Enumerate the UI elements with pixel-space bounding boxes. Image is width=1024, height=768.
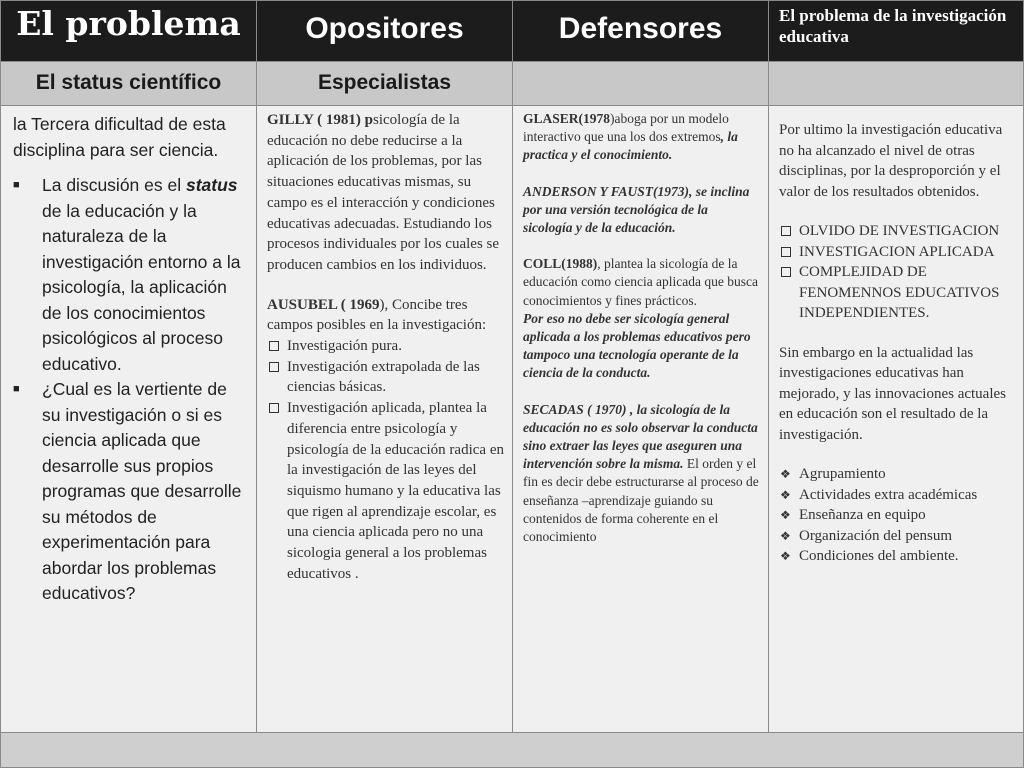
secadas-paragraph <box>523 401 760 547</box>
status-bullet-2 <box>11 377 248 607</box>
diamond-bullet-icon: ❖ <box>780 487 791 502</box>
bullet-1-post: de la educación y la naturaleza de la investigación entorno a la psicología, la aplicación de los conocimientos psicológicos al proceso educativo. <box>42 200 241 374</box>
subheader-empty-3 <box>512 61 769 106</box>
status-bullet-1 <box>11 173 248 377</box>
innovation-item-5 <box>779 546 1015 567</box>
issue-item-3 <box>779 262 1015 324</box>
cell-defenders-content <box>512 105 769 733</box>
ausubel-name: AUSUBEL ( 1969 <box>267 296 380 313</box>
header-research-problem-text: El problema de la investigación educativa <box>779 6 1007 46</box>
secadas-bold: SECADAS ( 1970) , la sicología de la educación no es solo observar la conducta sino extraer las leyes que aseguren una intervención sobre la misma. <box>523 401 758 472</box>
header-problem <box>0 0 257 62</box>
research-intro: Por ultimo la investigación educativa no ha alcanzado el nivel de otras disciplinas, por la desproporción y el valor de los resultados obtenidos. <box>779 122 1003 200</box>
issue-item-2-text: INVESTIGACION APLICADA <box>799 243 995 260</box>
subheader-status <box>0 61 257 106</box>
cell-status-description <box>0 105 257 733</box>
header-defenders <box>512 0 769 62</box>
research-item-3 <box>267 398 504 584</box>
checkbox-bullet-icon <box>269 341 279 351</box>
subheader-empty-4 <box>768 61 1024 106</box>
cell-opponents-content <box>256 105 513 733</box>
status-intro: la Tercera dificultad de esta disciplina para ser ciencia. <box>13 114 226 160</box>
issue-item-2 <box>779 242 1015 263</box>
research-item-1-text: Investigación pura. <box>287 338 402 355</box>
checkbox-bullet-icon <box>781 267 791 277</box>
checkbox-bullet-icon <box>269 362 279 372</box>
research-para: Sin embargo en la actualidad las investigaciones educativas han mejorado, y las innovaciones actuales en educación son el resultado de la investigación. <box>779 344 1007 443</box>
innovation-item-4 <box>779 526 1015 547</box>
glaser-paragraph <box>523 110 760 165</box>
checkbox-bullet-icon <box>781 226 791 236</box>
cell-research-problem-content <box>768 105 1024 733</box>
square-bullet-icon: ■ <box>13 383 20 395</box>
diamond-bullet-icon: ❖ <box>780 549 791 563</box>
innovation-item-3-text: Enseñanza en equipo <box>799 507 926 523</box>
issue-item-1-text: OLVIDO DE INVESTIGACION <box>799 223 1000 239</box>
header-problem-text: El problema <box>16 4 241 43</box>
innovation-item-1 <box>779 464 1015 485</box>
coll-text: , plantea la sicología de la educación como ciencia aplicada que busca conocimientos y fines prácticos. <box>523 256 759 308</box>
innovation-item-3 <box>779 505 1015 526</box>
coll-paragraph <box>523 255 760 310</box>
square-bullet-icon: ■ <box>13 179 20 191</box>
issue-item-1 <box>779 221 1015 242</box>
bullet-1-bold: status <box>185 175 238 195</box>
header-opponents <box>256 0 513 62</box>
gilly-name: GILLY ( 1981) p <box>267 112 373 128</box>
issue-item-3-text: COMPLEJIDAD DE FENOMENNOS EDUCATIVOS INDEPENDIENTES. <box>799 264 1000 321</box>
innovation-item-5-text: Condiciones del ambiente. <box>799 548 959 564</box>
bullet-1-pre: La discusión es el <box>42 175 186 195</box>
bullet-2-text: ¿Cual es la vertiente de su investigación o si es ciencia aplicada que desarrolle sus propios programas que desarrolle su métodos de experimentación para abordar los problemas educativos? <box>42 379 242 603</box>
innovation-item-2-text: Actividades extra académicas <box>799 486 978 503</box>
subheader-status-text: El status científico <box>35 71 222 94</box>
innovation-item-2 <box>779 485 1015 506</box>
status-bullet-list <box>11 173 248 607</box>
checkbox-bullet-icon <box>269 403 279 413</box>
diamond-bullet-icon: ❖ <box>780 467 791 481</box>
anderson-paragraph: ANDERSON Y FAUST(1973), se inclina por una versión tecnológica de la sicología y de la educación. <box>523 183 750 236</box>
coll-bold-paragraph: Por eso no debe ser sicología general aplicada a los problemas educativos pero tampoco una tecnología operante de la ciencia de la conducta. <box>523 310 751 381</box>
research-item-3-text: Investigación aplicada, plantea la diferencia entre psicología y psicología de la educación radica en la investigación de las leyes del siquismo humano y la educativa las que rigen al aprendizaje escolar, es una ciencia aplicada pero no una sicologia general a los problemas educativos . <box>287 400 504 582</box>
checkbox-bullet-icon <box>781 247 791 257</box>
subheader-specialists <box>256 61 513 106</box>
ausubel-paragraph <box>267 295 504 336</box>
coll-name: COLL(1988) <box>523 256 598 272</box>
innovation-item-4-text: Organización del pensum <box>799 527 953 544</box>
innovation-item-1-text: Agrupamiento <box>799 466 886 482</box>
diamond-bullet-icon: ❖ <box>780 528 791 543</box>
glaser-name: GLASER(1978 <box>523 111 611 126</box>
ausubel-text: ), Concibe tres campos posibles en la investigación: <box>267 296 487 334</box>
footer-row <box>0 732 1024 768</box>
glaser-bold: , la practica y el conocimiento. <box>523 129 738 163</box>
subheader-specialists-text: Especialistas <box>317 71 452 94</box>
glaser-text: )aboga por un modelo interactivo que una los dos extremos <box>523 111 729 145</box>
diamond-bullet-icon: ❖ <box>780 508 791 522</box>
header-opponents-text: Opositores <box>305 12 464 45</box>
research-item-1 <box>267 336 504 357</box>
header-research-problem <box>768 0 1024 62</box>
header-defenders-text: Defensores <box>558 12 723 45</box>
research-item-2 <box>267 357 504 398</box>
secadas-text: El orden y el fin es decir debe estructurarse al proceso de enseñanza –aprendizaje guiando su contenidos de forma coherente en el conocimiento <box>523 456 759 545</box>
research-item-2-text: Investigación extrapolada de las ciencias básicas. <box>287 358 480 396</box>
gilly-paragraph <box>267 110 504 276</box>
gilly-text: sicología de la educación no debe reducirse a la aplicación de los problemas, por las situaciones educativas mismas, su campo es el interacción y condiciones educativas adecuadas. Estudiando los procesos individuales por los cuales se producen cambios en los individuos. <box>267 112 500 273</box>
